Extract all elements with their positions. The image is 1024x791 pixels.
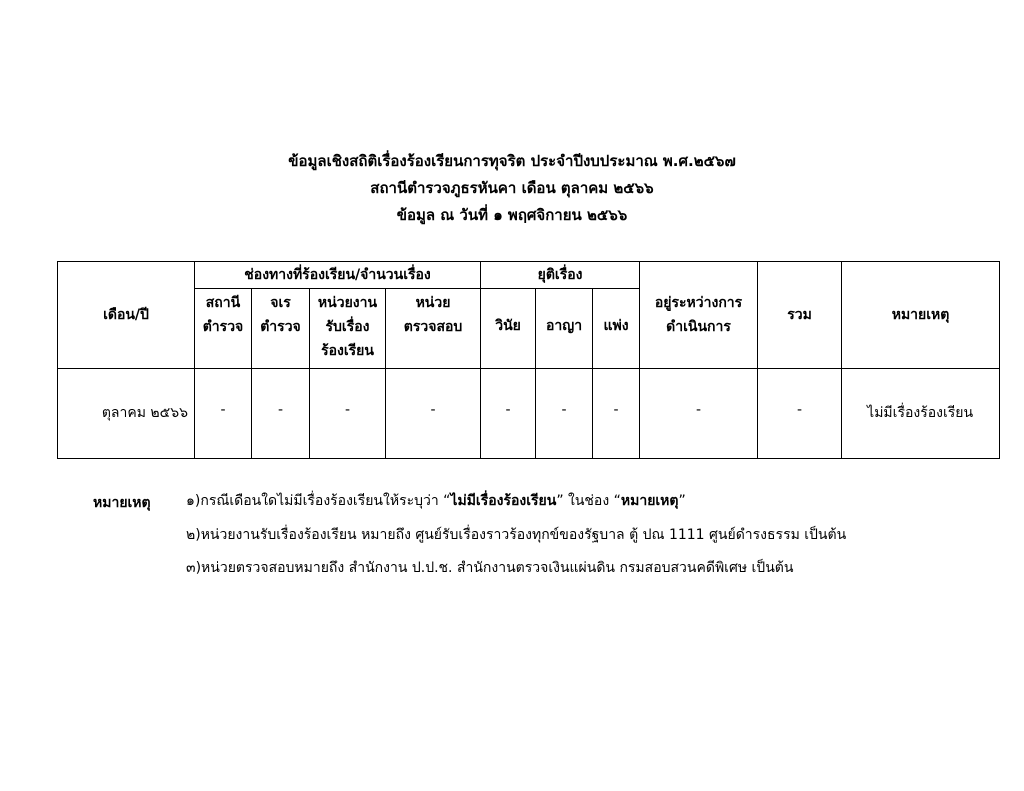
title-line-2: สถานีตำรวจภูธรหันคา เดือน ตุลาคม ๒๕๖๖ xyxy=(370,179,654,197)
header-channel-inspector-line-2: ตำรวจ xyxy=(260,319,301,335)
header-channels-group: ช่องทางที่ร้องเรียน/จำนวนเรื่อง xyxy=(195,262,481,289)
note-1 xyxy=(186,489,686,513)
header-in-progress-line-1: อยู่ระหว่างการ xyxy=(654,295,743,311)
note-1-middle: ” ในช่อง “ xyxy=(556,493,621,509)
complaint-statistics-table xyxy=(57,261,1000,459)
header-channel-complaint-agency xyxy=(310,289,386,369)
note-1-prefix: ๑)กรณีเดือนใดไม่มีเรื่องร้องเรียนให้ระบุว่า “ xyxy=(186,493,451,509)
cell-in-progress: - xyxy=(640,369,758,459)
note-1-suffix: ” xyxy=(678,493,686,509)
cell-remark: ไม่มีเรื่องร้องเรียน xyxy=(842,369,1000,459)
document-title xyxy=(0,148,1024,229)
table-header-row-1 xyxy=(58,262,1000,289)
header-channel-police-station-line-1: สถานี xyxy=(205,295,241,311)
header-channel-complaint-agency-line-3: ร้องเรียน xyxy=(321,343,374,359)
header-channel-complaint-agency-line-2: รับเรื่อง xyxy=(325,319,370,335)
cell-complaint-agency: - xyxy=(310,369,386,459)
header-channel-police-station xyxy=(195,289,252,369)
header-terminate-criminal: อาญา xyxy=(536,289,593,369)
cell-total: - xyxy=(758,369,842,459)
notes-label: หมายเหตุ xyxy=(93,495,151,511)
cell-discipline: - xyxy=(481,369,536,459)
note-1-bold-2: หมายเหตุ xyxy=(620,493,679,509)
cell-inspector: - xyxy=(252,369,310,459)
header-terminate-civil: แพ่ง xyxy=(593,289,640,369)
title-line-3: ข้อมูล ณ วันที่ ๑ พฤศจิกายน ๒๕๖๖ xyxy=(396,206,628,224)
header-channel-audit-agency-line-2: ตรวจสอบ xyxy=(403,319,463,335)
header-channel-audit-agency-line-1: หน่วย xyxy=(415,295,451,311)
note-1-bold-1: ไม่มีเรื่องร้องเรียน xyxy=(450,493,557,509)
note-2: ๒)หน่วยงานรับเรื่องร้องเรียน หมายถึง ศูนย์รับเรื่องราวร้องทุกข์ของรัฐบาล ตู้ ปณ 1111 ศูนย์ดำรงธรรม เป็นต้น xyxy=(186,527,847,543)
cell-audit-agency: - xyxy=(386,369,481,459)
title-line-1: ข้อมูลเชิงสถิติเรื่องร้องเรียนการทุจริต ประจำปีงบประมาณ พ.ศ.๒๕๖๗ xyxy=(288,152,736,170)
row-month: ตุลาคม ๒๕๖๖ xyxy=(58,369,195,459)
header-in-progress xyxy=(640,262,758,369)
header-total: รวม xyxy=(758,262,842,369)
header-channel-complaint-agency-line-1: หน่วยงาน xyxy=(317,295,378,311)
cell-civil: - xyxy=(593,369,640,459)
header-terminate-discipline: วินัย xyxy=(481,289,536,369)
header-in-progress-line-2: ดำเนินการ xyxy=(666,319,731,335)
header-month: เดือน/ปี xyxy=(58,262,195,369)
note-3: ๓)หน่วยตรวจสอบหมายถึง สำนักงาน ป.ป.ช. สำนักงานตรวจเงินแผ่นดิน กรมสอบสวนคดีพิเศษ เป็นต้น xyxy=(186,560,794,576)
header-remark: หมายเหตุ xyxy=(842,262,1000,369)
cell-police-station: - xyxy=(195,369,252,459)
header-channel-audit-agency xyxy=(386,289,481,369)
table-row xyxy=(58,369,1000,459)
header-channel-inspector xyxy=(252,289,310,369)
header-terminate-group: ยุติเรื่อง xyxy=(481,262,640,289)
header-channel-police-station-line-2: ตำรวจ xyxy=(202,319,244,335)
cell-criminal: - xyxy=(536,369,593,459)
header-channel-inspector-line-1: จเร xyxy=(270,295,291,311)
